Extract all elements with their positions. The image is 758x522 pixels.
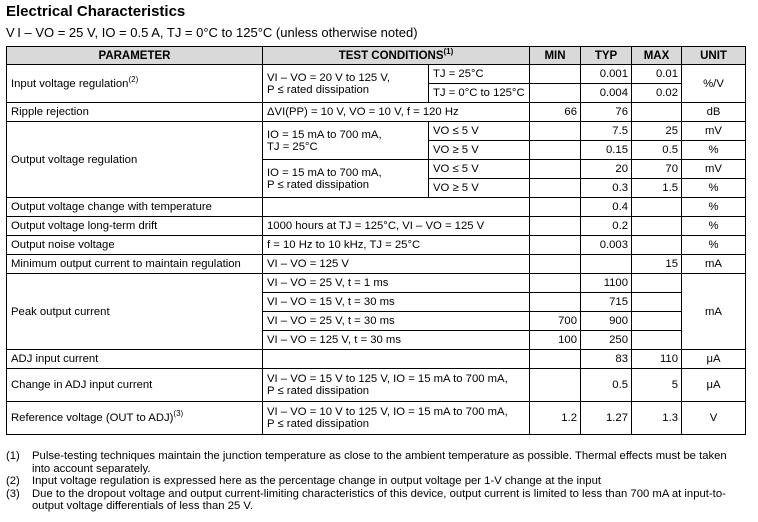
- header-unit: UNIT: [682, 47, 746, 65]
- cond-cell: [263, 198, 530, 217]
- max-cell: [632, 331, 682, 350]
- max-cell: [632, 293, 682, 312]
- min-cell: [530, 217, 581, 236]
- param-cell: Peak output current: [7, 274, 263, 350]
- unit-cell: V: [682, 402, 746, 435]
- table-row: [7, 198, 746, 217]
- max-cell: 5: [632, 369, 682, 402]
- cond-cell: f = 10 Hz to 10 kHz, TJ = 25°C: [263, 236, 530, 255]
- unit-cell: mV: [682, 122, 746, 141]
- table-row: [7, 217, 746, 236]
- table-row: [7, 255, 746, 274]
- max-cell: [632, 217, 682, 236]
- typ-cell: [581, 255, 632, 274]
- max-cell: 0.01: [632, 65, 682, 84]
- max-cell: 0.5: [632, 141, 682, 160]
- min-cell: [530, 160, 581, 179]
- typ-cell: 0.003: [581, 236, 632, 255]
- subcond-cell: TJ = 25°C: [429, 65, 530, 84]
- table-header-row: [7, 47, 746, 65]
- min-cell: [530, 236, 581, 255]
- max-cell: 1.5: [632, 179, 682, 198]
- min-cell: [530, 350, 581, 369]
- header-test-conditions: TEST CONDITIONS$^{(1)}$: [263, 47, 530, 65]
- unit-cell: μA: [682, 369, 746, 402]
- min-cell: [530, 274, 581, 293]
- subcond-cell: VO ≤ 5 V: [429, 122, 530, 141]
- cond-cell: 1000 hours at TJ = 125°C, VI – VO = 125 V: [263, 217, 530, 236]
- typ-cell: 250: [581, 331, 632, 350]
- subcond-cell: VO ≥ 5 V: [429, 179, 530, 198]
- param-cell: Output voltage change with temperature: [7, 198, 263, 217]
- unit-cell: mA: [682, 255, 746, 274]
- min-cell: [530, 255, 581, 274]
- unit-cell: %: [682, 179, 746, 198]
- table-row: [7, 103, 746, 122]
- typ-cell: 0.004: [581, 84, 632, 103]
- typ-cell: 0.4: [581, 198, 632, 217]
- max-cell: 110: [632, 350, 682, 369]
- max-cell: [632, 198, 682, 217]
- min-cell: [530, 141, 581, 160]
- min-cell: [530, 179, 581, 198]
- typ-cell: 0.5: [581, 369, 632, 402]
- footnote: (3) Due to the dropout voltage and output current-limiting characteristics of this device, output current is limited to less than 700 mA at input-to-output voltage differentials of less than 25 V.: [6, 487, 726, 512]
- min-cell: [530, 293, 581, 312]
- subcond-cell: VO ≥ 5 V: [429, 141, 530, 160]
- typ-cell: 0.15: [581, 141, 632, 160]
- typ-cell: 900: [581, 312, 632, 331]
- unit-cell: %: [682, 217, 746, 236]
- cond-cell: IO = 15 mA to 700 mA, TJ = 25°C: [263, 122, 429, 160]
- section-title: Electrical Characteristics: [6, 3, 186, 20]
- typ-cell: 1100: [581, 274, 632, 293]
- typ-cell: 7.5: [581, 122, 632, 141]
- min-cell: [530, 65, 581, 84]
- min-cell: [530, 198, 581, 217]
- footnote: (2) Input voltage regulation is expressed here as the percentage change in output voltage per 1-V change at the input: [6, 475, 602, 487]
- param-cell: Minimum output current to maintain regulation: [7, 255, 263, 274]
- header-typ: TYP: [581, 47, 632, 65]
- unit-cell: %: [682, 198, 746, 217]
- param-cell: Output voltage regulation: [7, 122, 263, 198]
- table-row: [7, 369, 746, 402]
- cond-cell: VI – VO = 25 V, t = 30 ms: [263, 312, 530, 331]
- min-cell: [530, 369, 581, 402]
- table-row: [7, 274, 746, 293]
- footnotes: [6, 450, 746, 513]
- subcond-cell: VO ≤ 5 V: [429, 160, 530, 179]
- cond-cell: [263, 350, 530, 369]
- cond-cell: ΔVI(PP) = 10 V, VO = 10 V, f = 120 Hz: [263, 103, 530, 122]
- unit-cell: dB: [682, 103, 746, 122]
- min-cell: [530, 122, 581, 141]
- max-cell: 25: [632, 122, 682, 141]
- unit-cell: %: [682, 236, 746, 255]
- unit-cell: mA: [682, 274, 746, 350]
- default-conditions: V I – VO = 25 V, IO = 0.5 A, TJ = 0°C to 125°C (unless otherwise noted): [6, 25, 418, 40]
- typ-cell: 0.3: [581, 179, 632, 198]
- electrical-characteristics-table: [6, 46, 746, 435]
- cond-cell: VI – VO = 125 V: [263, 255, 530, 274]
- typ-cell: 20: [581, 160, 632, 179]
- table-row: [7, 350, 746, 369]
- typ-cell: 715: [581, 293, 632, 312]
- cond-cell: VI – VO = 25 V, t = 1 ms: [263, 274, 530, 293]
- max-cell: 0.02: [632, 84, 682, 103]
- table-row: [7, 122, 746, 141]
- cond-cell: VI – VO = 20 V to 125 V, P ≤ rated dissipation: [263, 65, 429, 103]
- max-cell: [632, 236, 682, 255]
- table-row: [7, 65, 746, 84]
- param-cell: ADJ input current: [7, 350, 263, 369]
- table-row: [7, 402, 746, 435]
- max-cell: [632, 103, 682, 122]
- unit-cell: mV: [682, 160, 746, 179]
- header-min: MIN: [530, 47, 581, 65]
- cond-cell: IO = 15 mA to 700 mA, P ≤ rated dissipation: [263, 160, 429, 198]
- param-cell: Change in ADJ input current: [7, 369, 263, 402]
- param-cell: Output noise voltage: [7, 236, 263, 255]
- header-max: MAX: [632, 47, 682, 65]
- min-cell: 66: [530, 103, 581, 122]
- cond-cell: VI – VO = 15 V to 125 V, IO = 15 mA to 700 mA, P ≤ rated dissipation: [263, 369, 530, 402]
- cond-cell: VI – VO = 15 V, t = 30 ms: [263, 293, 530, 312]
- min-cell: [530, 84, 581, 103]
- min-cell: 1.2: [530, 402, 581, 435]
- max-cell: 15: [632, 255, 682, 274]
- max-cell: 70: [632, 160, 682, 179]
- max-cell: [632, 312, 682, 331]
- footnote: (1) Pulse-testing techniques maintain the junction temperature as close to the ambient temperature as possible. Thermal effects must be taken into account separately.: [6, 450, 727, 475]
- param-cell: Input voltage regulation$^{(2)}$: [7, 65, 263, 103]
- min-cell: 100: [530, 331, 581, 350]
- min-cell: 700: [530, 312, 581, 331]
- typ-cell: 0.001: [581, 65, 632, 84]
- table-row: [7, 236, 746, 255]
- typ-cell: 83: [581, 350, 632, 369]
- unit-cell: %: [682, 141, 746, 160]
- header-parameter: PARAMETER: [7, 47, 263, 65]
- unit-cell: %/V: [682, 65, 746, 103]
- cond-cell: VI – VO = 10 V to 125 V, IO = 15 mA to 700 mA, P ≤ rated dissipation: [263, 402, 530, 435]
- cond-cell: VI – VO = 125 V, t = 30 ms: [263, 331, 530, 350]
- max-cell: 1.3: [632, 402, 682, 435]
- param-cell: Output voltage long-term drift: [7, 217, 263, 236]
- subcond-cell: TJ = 0°C to 125°C: [429, 84, 530, 103]
- typ-cell: 76: [581, 103, 632, 122]
- typ-cell: 1.27: [581, 402, 632, 435]
- param-cell: Reference voltage (OUT to ADJ)$^{(3)}$: [7, 402, 263, 435]
- unit-cell: μA: [682, 350, 746, 369]
- typ-cell: 0.2: [581, 217, 632, 236]
- max-cell: [632, 274, 682, 293]
- param-cell: Ripple rejection: [7, 103, 263, 122]
